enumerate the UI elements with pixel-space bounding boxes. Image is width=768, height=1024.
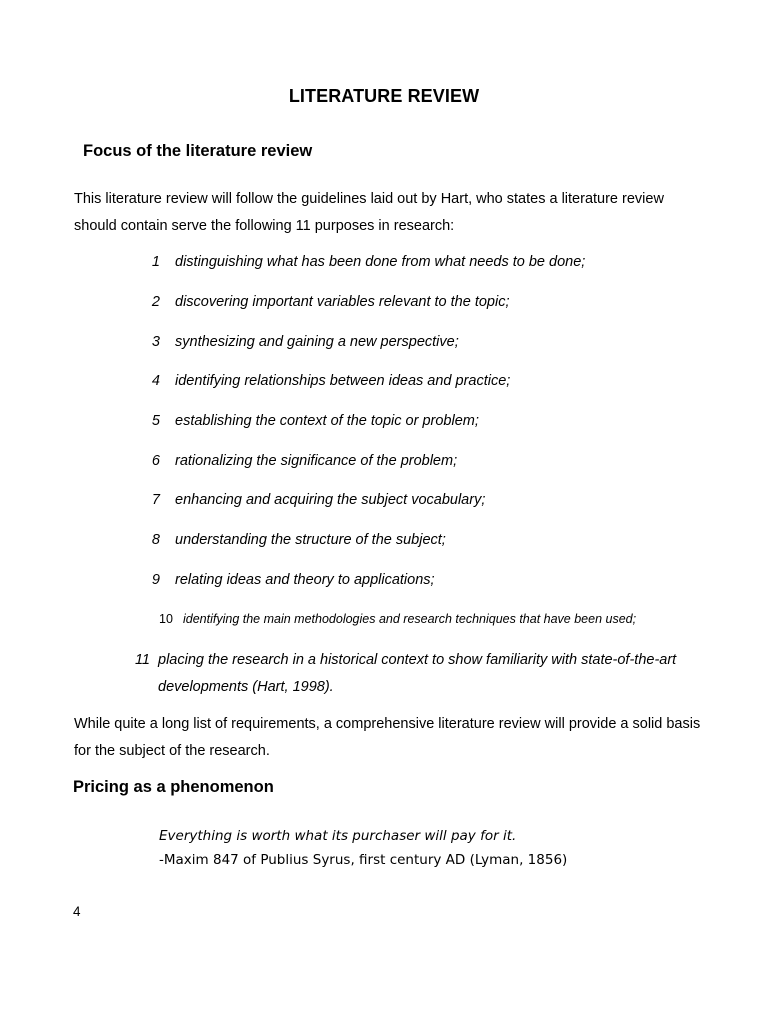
page-title: LITERATURE REVIEW bbox=[288, 86, 480, 106]
epigraph-source: -Maxim 847 of Publius Syrus, first century AD (Lyman, 1856) bbox=[159, 852, 568, 868]
list-item-number: 5 bbox=[151, 413, 160, 429]
intro-paragraph: This literature review will follow the guidelines laid out by Hart, who states a literature review should contain serve the following 11 purposes in research: bbox=[74, 191, 664, 234]
list-item bbox=[132, 647, 702, 701]
list-item-number: 3 bbox=[151, 334, 160, 350]
list-item-text: identifying relationships between ideas and practice; bbox=[175, 373, 511, 389]
list-item-number: 4 bbox=[151, 373, 160, 389]
section-heading-pricing: Pricing as a phenomenon bbox=[73, 778, 274, 796]
list-item-text: establishing the context of the topic or problem; bbox=[175, 413, 479, 429]
epigraph bbox=[159, 824, 567, 872]
list-item-text: discovering important variables relevant to the topic; bbox=[175, 294, 510, 310]
epigraph-quote: Everything is worth what its purchaser will pay for it. bbox=[159, 828, 517, 844]
list-item-number: 10 bbox=[159, 612, 173, 626]
page-number: 4 bbox=[73, 904, 81, 919]
list-item-text: distinguishing what has been done from what needs to be done; bbox=[175, 254, 586, 270]
list-item-text: relating ideas and theory to applications; bbox=[175, 572, 435, 588]
list-item-text: placing the research in a historical context to show familiarity with state-of-the-art developments (Hart, 1998). bbox=[158, 652, 677, 695]
list-item-number: 6 bbox=[151, 453, 160, 469]
list-item-text: identifying the main methodologies and research techniques that have been used; bbox=[183, 612, 637, 626]
list-item-number: 8 bbox=[151, 532, 160, 548]
list-item-number: 2 bbox=[151, 294, 160, 310]
list-item-number: 7 bbox=[151, 492, 160, 508]
list-item-number: 1 bbox=[151, 254, 160, 270]
list-item-text: synthesizing and gaining a new perspective; bbox=[175, 334, 459, 350]
list-item-number: 11 bbox=[134, 652, 150, 668]
list-item-text: enhancing and acquiring the subject vocabulary; bbox=[175, 492, 486, 508]
section-heading-focus: Focus of the literature review bbox=[83, 142, 313, 160]
list-item-number: 9 bbox=[151, 572, 160, 588]
closing-paragraph: While quite a long list of requirements, a comprehensive literature review will provide a solid basis for the subject of the research. bbox=[74, 716, 701, 759]
list-item-text: understanding the structure of the subject; bbox=[175, 532, 446, 548]
list-item-text: rationalizing the significance of the problem; bbox=[175, 453, 458, 469]
